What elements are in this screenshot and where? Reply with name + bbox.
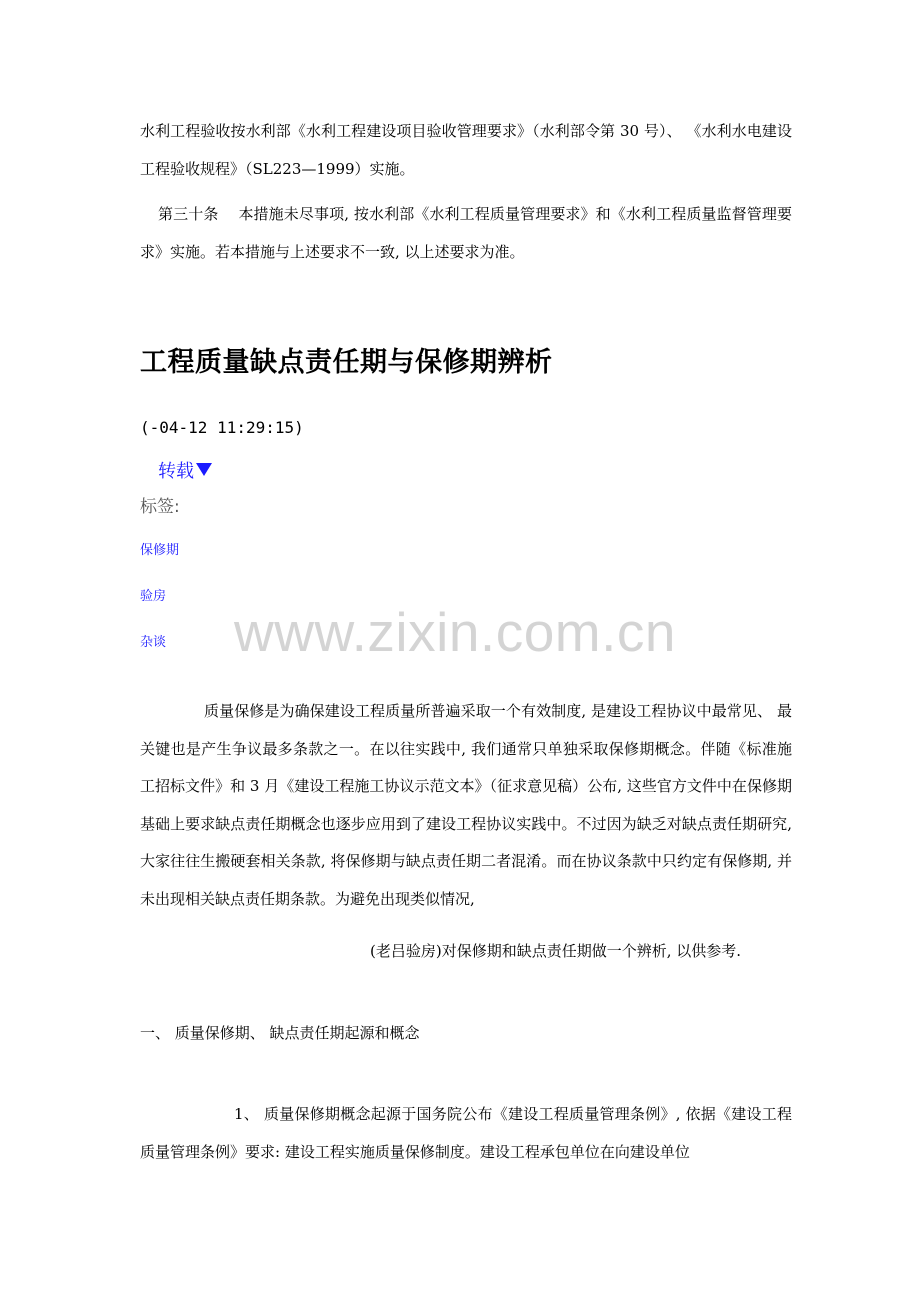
repost-label: 转载 [158, 461, 194, 482]
tags-label: 标签: [140, 497, 180, 517]
tag-link[interactable]: 杂谈 [140, 635, 167, 650]
tag-link[interactable]: 验房 [140, 589, 167, 604]
watermark-text: www.zixin.com.cn [234, 601, 676, 663]
triangle-down-icon [196, 463, 212, 476]
paragraph-point-1: 1、 质量保修期概念起源于国务院公布《建设工程质量管理条例》, 依据《建设工程质量管理条例》要求: 建设工程实施质量保修制度。建设工程承包单位在向建设单位 [140, 1105, 792, 1161]
article-datetime: (-04-12 11:29:15) [140, 418, 304, 437]
section-heading-1: 一、 质量保修期、 缺点责任期起源和概念 [140, 1024, 420, 1042]
paragraph-acceptance-rules: 水利工程验收按水利部《水利工程建设项目验收管理要求》（水利部令第 30 号）、 《水利水电建设工程验收规程》（SL223—1999）实施。 [140, 122, 792, 178]
paragraph-intro: 质量保修是为确保建设工程质量所普遍采取一个有效制度, 是建设工程协议中最常见、 最关键也是产生争议最多条款之一。在以往实践中, 我们通常只单独采取保修期概念。伴随《标准施工招标文件》和 3 月《建设工程施工协议示范文本》（征求意见稿）公布, 这些官方文件中在保修期基础上要求缺点责任期概念也逐步应用到了建设工程协议实践中。不过因为缺乏对缺点责任期研究, 大家往往生搬硬套相关条款, 将保修期与缺点责任期二者混淆。而在协议条款中只约定有保修期, 并未出现相关缺点责任期条款。为避免出现类似情况, [140, 702, 792, 908]
repost-button[interactable] [158, 457, 212, 483]
paragraph-intro-end: (老吕验房)对保修期和缺点责任期做一个辨析, 以供参考. [370, 942, 742, 960]
article-title: 工程质量缺点责任期与保修期辨析 [140, 347, 553, 378]
paragraph-article-30: 第三十条 本措施未尽事项, 按水利部《水利工程质量管理要求》和《水利工程质量监督管理要求》实施。若本措施与上述要求不一致, 以上述要求为准。 [140, 205, 792, 261]
tag-link[interactable]: 保修期 [140, 543, 180, 558]
